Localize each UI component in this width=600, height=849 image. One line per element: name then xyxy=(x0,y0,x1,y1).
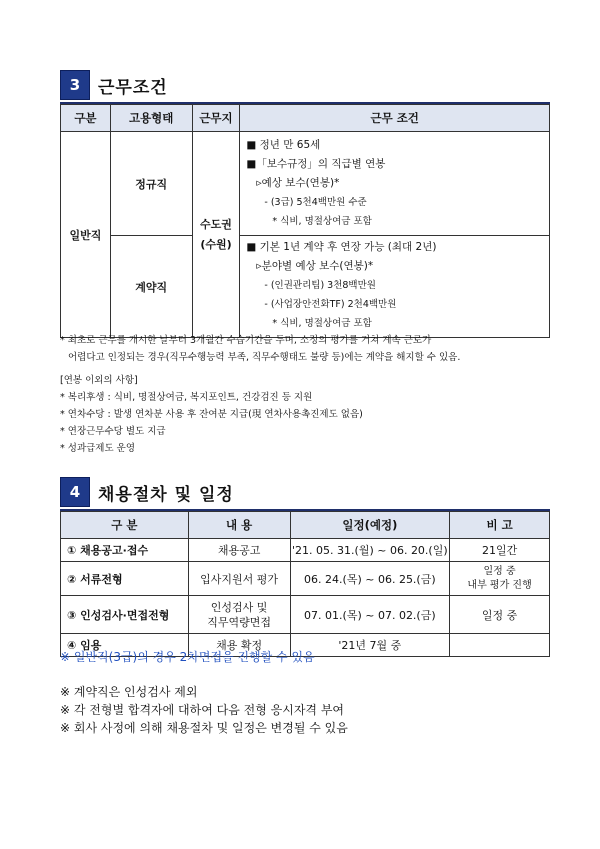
section3-heading xyxy=(60,70,550,100)
probation-note-line2: 어렵다고 인정되는 경우(직무수행능력 부족, 직무수행태도 불량 등)에는 계약을 해지할 수 있음. xyxy=(68,352,461,363)
extras-list xyxy=(60,372,550,457)
contract-line-3: - (인권관리팀) 3천8백만원 xyxy=(264,280,376,291)
workplace-line1: 수도권 xyxy=(200,217,232,231)
section4-number: 4 xyxy=(60,477,90,507)
schedule-cell: 07. 01.(목) ~ 07. 02.(금) xyxy=(290,596,450,634)
schedule-header-date: 일정(예정) xyxy=(290,512,450,539)
note-cell: 일정 중 xyxy=(450,596,550,634)
header-category: 구분 xyxy=(61,105,111,132)
content-line2: 직무역량면접 xyxy=(207,615,271,629)
extras-item: * 연차수당 : 발생 연차분 사용 후 잔여분 지급(現 연차사용촉진제도 없음) xyxy=(60,409,363,420)
section4-title: 채용절차 및 일정 xyxy=(98,485,234,505)
schedule-header-row xyxy=(61,512,550,539)
regular-line-4: - (3급) 5천4백만원 수준 xyxy=(264,197,367,208)
section3-title: 근무조건 xyxy=(98,78,168,98)
contract-line-2: ▹분야별 예상 보수(연봉)* xyxy=(256,260,374,272)
blue-note: ※ 일반직(3급)의 경우 2차면접을 진행할 수 있음 xyxy=(60,650,315,664)
schedule-cell: '21년 7월 중 xyxy=(290,634,450,657)
note-cell xyxy=(450,562,550,596)
category-cell: 일반직 xyxy=(61,132,111,338)
note-cell: 21일간 xyxy=(450,539,550,562)
probation-note-line1: * 최초로 근무를 개시한 날부터 3개월간 수습기간을 두며, 소정의 평가를 거쳐 계속 근로가 xyxy=(60,335,432,346)
step-cell: ③ 인성검사·면접전형 xyxy=(61,596,189,634)
work-conditions-table xyxy=(60,104,550,338)
schedule-header-note: 비 고 xyxy=(450,512,550,539)
content-cell: 채용공고 xyxy=(188,539,290,562)
footnote-item: ※ 각 전형별 합격자에 대하여 다음 전형 응시자격 부여 xyxy=(60,703,345,717)
probation-note xyxy=(60,332,550,366)
regular-line-5: * 식비, 명절상여금 포함 xyxy=(272,216,372,227)
workplace-line2: (수원) xyxy=(200,237,232,251)
header-workplace: 근무지 xyxy=(192,105,240,132)
table-row xyxy=(61,596,550,634)
schedule-table xyxy=(60,511,550,657)
content-line1: 인성검사 및 xyxy=(210,600,268,614)
table-header-row xyxy=(61,105,550,132)
content-cell: 채용 확정 xyxy=(188,634,290,657)
step-cell: ① 채용공고·접수 xyxy=(61,539,189,562)
extras-item: * 성과급제도 운영 xyxy=(60,443,136,454)
table-row-regular xyxy=(61,132,550,236)
extras-title: [연봉 이외의 사항] xyxy=(60,375,138,386)
contract-line-5: * 식비, 명절상여금 포함 xyxy=(272,318,372,329)
section3-number: 3 xyxy=(60,70,90,100)
content-cell: 입사지원서 평가 xyxy=(188,562,290,596)
extras-item: * 복리후생 : 식비, 명절상여금, 복지포인트, 건강검진 등 지원 xyxy=(60,392,313,403)
regular-line-1: ■ 정년 만 65세 xyxy=(246,139,321,151)
step-cell: ② 서류전형 xyxy=(61,562,189,596)
note-line1: 일정 중 xyxy=(483,565,516,577)
footnote-item: ※ 계약직은 인성검사 제외 xyxy=(60,685,198,699)
table-row-contract xyxy=(61,236,550,338)
step-cell: ④ 임용 xyxy=(61,634,189,657)
regular-type-cell: 정규직 xyxy=(110,132,192,236)
section4-heading xyxy=(60,477,550,507)
regular-line-2: ■「보수규정」의 직급별 연봉 xyxy=(246,158,386,170)
contract-line-1: ■ 기본 1년 계약 후 연장 가능 (최대 2년) xyxy=(246,241,437,253)
schedule-header-content: 내 용 xyxy=(188,512,290,539)
footnotes xyxy=(60,683,348,737)
table-row xyxy=(61,562,550,596)
schedule-cell: 06. 24.(목) ~ 06. 25.(금) xyxy=(290,562,450,596)
contract-type-cell: 계약직 xyxy=(110,236,192,338)
header-employment-type: 고용형태 xyxy=(110,105,192,132)
extras-item: * 연장근무수당 별도 지급 xyxy=(60,426,166,437)
note-line2: 내부 평가 진행 xyxy=(467,579,532,591)
note-cell xyxy=(450,634,550,657)
regular-line-3: ▹예상 보수(연봉)* xyxy=(256,177,340,189)
contract-conditions-cell xyxy=(240,236,550,338)
table-row xyxy=(61,539,550,562)
content-cell xyxy=(188,596,290,634)
schedule-cell: '21. 05. 31.(월) ~ 06. 20.(일) xyxy=(290,539,450,562)
footnote-item: ※ 회사 사정에 의해 채용절차 및 일정은 변경될 수 있음 xyxy=(60,721,348,735)
workplace-cell xyxy=(192,132,240,338)
regular-conditions-cell xyxy=(240,132,550,236)
schedule-header-step: 구 분 xyxy=(61,512,189,539)
header-conditions: 근무 조건 xyxy=(240,105,550,132)
contract-line-4: - (사업장안전화TF) 2천4백만원 xyxy=(264,299,397,310)
